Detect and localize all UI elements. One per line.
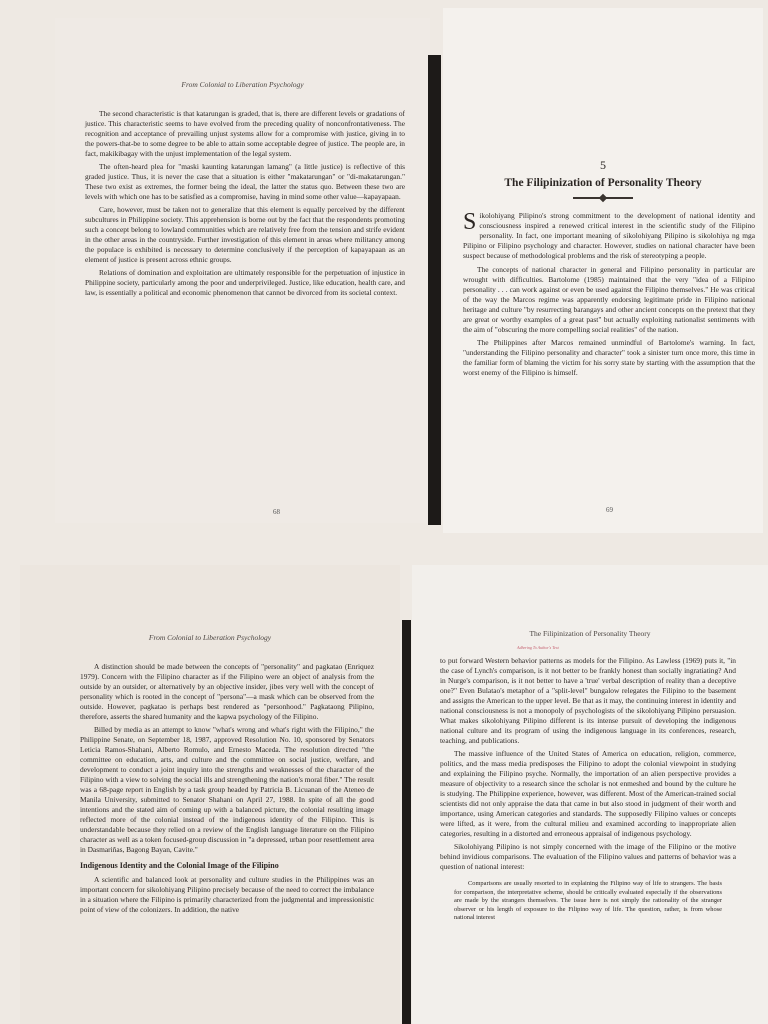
- page-body: [20, 642, 400, 915]
- paragraph: The massive influence of the United States of America on education, religion, commerce, politics, and the mass media predisposes the Filipino to adopt the colonial viewpoint in studying and explaining the Filipino psyche. Normally, the importation of an alien perspective provides a measure of objectivity to a research since the scholar is not enmeshed and bound by the culture he is studying. The Philippine experience, however, was different. Most of the American-trained social scientists did not only appraise the data that came in but also stood in judgment of their worth and importance, using American categories and standards. The supposedly Filipino values or concepts were lifted, as it were, from the cultural milieu and examined according to inappropriate alien categories, resulting in a distorted and erroneous appraisal of indigenous psychology.: [440, 749, 736, 838]
- running-head: From Colonial to Liberation Psychology: [148, 633, 272, 642]
- paragraph: The Philippines after Marcos remained unmindful of Bartolome's warning. In fact, "understanding the Filipino personality and character" took a sinister turn once more, this time in the familiar form of blaming the victim for his sorry state by starting with the assumption that the worst enemy of the Filipino is himself.: [463, 338, 755, 377]
- stamp-annotation: Adhering To Author's Text: [517, 645, 559, 650]
- page-lower-right: [412, 565, 768, 1024]
- paragraph: A scientific and balanced look at personality and culture studies in the Philippines was an important concern for sikolohiyang Pilipino precisely because of the need to correct the imbalance in a situation where the Filipino is primarily characterized from the judgmental and impressionistic point of view of the colonizers. In addition, the native: [80, 875, 374, 914]
- paragraph: [463, 211, 755, 261]
- block-quote: Comparisons are usually resorted to in explaining the Filipino way of life to strangers. The basis for comparison, the interpretative scheme, should be critically evaluated especially if the observations are made by the strangers themselves. The issue here is not simply the rationality of the stranger observer or his length of exposure to the Filipino way of life. The question, rather, is from whose national interest: [454, 880, 722, 921]
- paragraph: to put forward Western behavior patterns as models for the Filipino. As Lawless (1969) puts it, "in the case of Lynch's comparison, is it not better to be frankly honest than socially ingratiating? And in Nurge's comparison, is it not better to have a 'true' verbal description of reality than a deceptive one?" Even Bulatao's metaphor of a "split-level" bungalow relegates the Filipino to the basement and assigns the American to the upper level. Be that as it may, the continuing interest in identity and national consciousness is not a monopoly of psychologists of the sikolohiyang Pilipino persuasion. What makes sikolohiyang Pilipino different is its intense pursuit of developing the indigenous national culture and its program of using the indigenous language in its conferences, research, teaching, and publications.: [440, 656, 736, 745]
- paragraph: Relations of domination and exploitation are ultimately responsible for the perpetuation of injustice in Philippine society, particularly among the poor and underprivileged. Justice, like education, health care, and law, is essentially a political and economic phenomenon that cannot be divorced from its societal context.: [85, 268, 405, 297]
- page-body: [412, 638, 768, 923]
- running-head: The Filipinization of Personality Theory: [529, 629, 651, 638]
- ornament-divider: [573, 197, 633, 199]
- page-body: [55, 89, 430, 298]
- paragraph: The concepts of national character in general and Filipino personality in particular are wrought with difficulties. Bartolome (1985) maintained that the very "idea of a Filipino personality . . . can work against or even be used against the Filipino themselves." He was critical of the way the Marcos regime was apparently endorsing legitimate pride in Filipino national heritage and culture "by resurrecting barangays and other ancient concepts on the pretext that they are great or worthy examples of a great past" but actually exploiting nationalist sentiments with the aim of "obscuring the more compelling social realities" of the nation.: [463, 265, 755, 334]
- book-gutter: [402, 620, 411, 1024]
- running-head: From Colonial to Liberation Psychology: [181, 80, 304, 89]
- chapter-title: The Filipinization of Personality Theory: [504, 177, 702, 189]
- page-69: [443, 8, 763, 533]
- paragraph: Sikolohiyang Pilipino is not simply concerned with the image of the Filipino or the motive behind invidious comparisons. The evaluation of the Filipino values and patterns of behavior was a question of national interest:: [440, 842, 736, 871]
- paragraph: Billed by media as an attempt to know "what's wrong and what's right with the Filipino," the Philippine Senate, on September 18, 1987, approved Resolution No. 10, sponsored by Senators Leticia Ramos-Shahani, Alberto Romulo, and Ernesto Maceda. The resolution directed "the committee on education, arts, and culture and the committee on social justice, welfare, and development to conduct a joint inquiry into the strengths and weaknesses of the character of the Filipino with a view to solving the social ills and strengthening the nation's moral fiber." The result was a 68-page report in English by a task group headed by Patricia B. Licuanan of the Ateneo de Manila University, submitted to Senator Shahani on April 27, 1988. In spite of all the good intentions and the stated aim of coming up with a balanced picture, the colonial resulting image reflected more of the colonial instead of the indigenous identity of the Filipino. This is understandable because they relied on a review of the English language literature on the Filipino character as well as a token focused-group discussion in "a depressed, urban poor resettlement area in Dasmariñas, Bagong Bayan, Cavite.": [80, 725, 374, 854]
- drop-cap: S: [463, 209, 477, 235]
- section-heading: Indigenous Identity and the Colonial Image of the Filipino: [80, 861, 279, 870]
- paragraph: A distinction should be made between the concepts of "personality" and pagkatao (Enriquez 1979). Concern with the Filipino character as if the Filipino were an object of analysis from the outside by an outsider, or alternatively by an objective insider, jibes very well with the concept of personality which is rooted in the concept of "persona"—a mask which can be observed from the outside. However, pagkatao is perhaps best rendered as "personhood." Pagkataong Pilipino, therefore, asserts the shared humanity and the kapwa psychology of the Filipino.: [80, 662, 374, 721]
- paragraph: Care, however, must be taken not to generalize that this element is equally perceived by the different subcultures in Philippine society. This apprehension is borne out by the fact that the respondents promoting such a concept belong to lowland communities which are relatively free from the tension and strife evident in the other areas in the countryside. Further investigation of this element in areas where militancy among the populace is exhibited is necessary to determine conclusively if the perception of kapayapaan as an element of justice is present across ethnic groups.: [85, 205, 405, 264]
- paragraph: The often-heard plea for "maski kaunting katarungan lamang" (a little justice) is reflective of this graded justice. Thus, it is never the case that a situation is either "makatarungan" or "di-makatarungan." These two exist as extremes, the former being the ideal, the latter the status quo. Between these two are levels with which one has to be satisfied as a compromise, having in mind some other value—kapayapaan.: [85, 162, 405, 201]
- page-body: [443, 211, 763, 378]
- page-number: 69: [606, 506, 613, 514]
- paragraph: The second characteristic is that katarungan is graded, that is, there are different levels or gradations of justice. This characteristic seems to have evolved from the preceding quality of nonconfrontativeness. The recognition and acceptance of prevailing unjust systems allow for a compromise with justice, giving in to the powers-that-be to some degree to be able to attain some acceptable degree of justice. The people are, in fact, makikibagay with the unjust implementation of the legal system.: [85, 109, 405, 158]
- chapter-number: 5: [600, 158, 606, 172]
- page-lower-left: [20, 565, 400, 1024]
- book-gutter: [428, 55, 441, 525]
- page-68: [55, 18, 430, 523]
- page-number: 68: [273, 508, 280, 516]
- paragraph-text: ikolohiyang Pilipino's strong commitment to the development of national identity and consciousness inspired a renewed critical interest in the scientific study of the Filipino personality. In fact, one important meaning of sikolohiyang Pilipino is sikolohiya ng mga Pilipino or Filipino psychology and character. However, studies on national character have been suspect because of methodological problems and the risk of stereotyping a people.: [463, 211, 755, 260]
